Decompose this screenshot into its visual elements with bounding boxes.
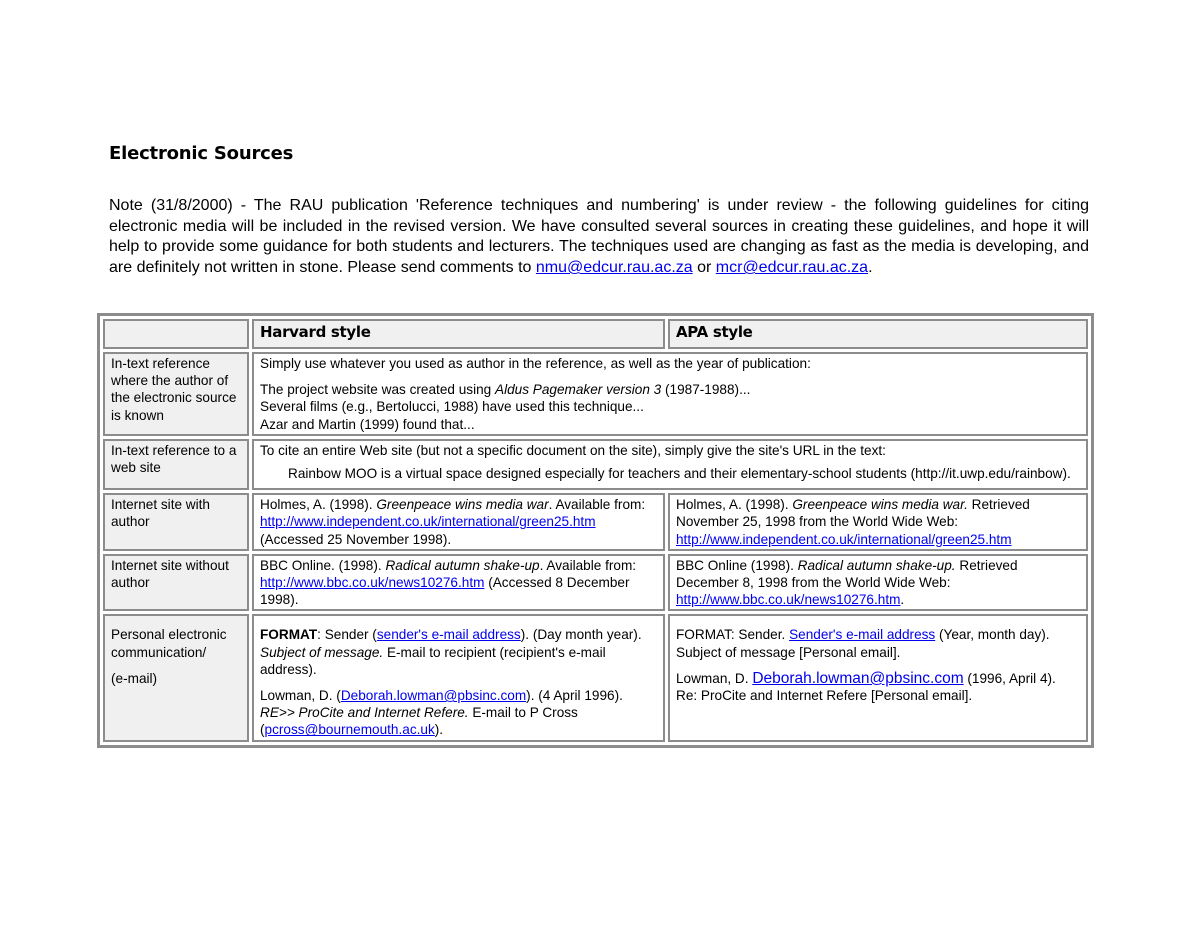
table-row	[103, 352, 1088, 436]
email-link-nmu[interactable]: nmu@edcur.rau.ac.za	[535, 259, 693, 277]
ref-text: (Accessed 25 November 1998).	[260, 531, 452, 547]
note-or: or	[692, 259, 716, 277]
intext-example-3: Azar and Martin (1999) found that...	[260, 416, 475, 432]
note-text: Note (31/8/2000) - The RAU publication 'Reference techniques and numbering' is under review - the following guidelines for citing electronic media will be included in the revised version. We have consulted several sources in creating these guidelines, and hope it will help to provide some guidance for both students and lecturers. The techniques used are changing as fast as the media is developing, and are definitely not written in stone. Please send comments to	[109, 197, 1089, 277]
ref-link[interactable]: Deborah.lowman@pbsinc.com	[340, 688, 527, 704]
harvard-site-without-author	[252, 554, 665, 612]
ref-text: . Available from:	[548, 497, 646, 513]
ref-text: BBC Online (1998).	[676, 557, 798, 573]
page-title: Electronic Sources	[109, 143, 294, 164]
note-end: .	[868, 259, 873, 277]
row-label-intext-author: In-text reference where the author of the electronic source is known	[103, 352, 249, 436]
table-row	[103, 614, 1088, 741]
apa-site-with-author	[668, 493, 1088, 551]
ref-text: Lowman, D.	[676, 670, 753, 686]
ref-text: : Sender (	[317, 627, 377, 643]
ref-italic: Radical autumn shake-up	[385, 557, 540, 573]
header-empty-cell	[103, 319, 249, 349]
ref-text: Holmes, A. (1998).	[260, 497, 377, 513]
table-row	[103, 439, 1088, 490]
ref-link[interactable]: http://www.independent.co.uk/international/green25.htm	[676, 531, 1012, 547]
harvard-email-format	[260, 626, 657, 678]
reference-table	[97, 313, 1094, 748]
ref-link[interactable]: pcross@bournemouth.ac.uk	[264, 722, 435, 738]
ref-text: . Available from:	[539, 557, 637, 573]
email-link-mcr[interactable]: mcr@edcur.rau.ac.za	[715, 259, 869, 277]
ref-text: ). (4 April 1996).	[526, 688, 623, 704]
ref-italic: Greenpeace wins media war.	[792, 497, 968, 513]
ref-text: .	[900, 592, 905, 608]
apa-email	[668, 614, 1088, 741]
ref-text: Holmes, A. (1998).	[676, 497, 793, 513]
ref-text: ).	[434, 722, 444, 738]
apa-email-format	[676, 626, 1080, 660]
ref-italic: RE>> ProCite and Internet Refere.	[260, 705, 469, 721]
intext-website-instruction: To cite an entire Web site (but not a specific document on the site), simply give the site's URL in the text:	[260, 442, 886, 458]
table-row	[103, 493, 1088, 551]
row-label-site-with-author: Internet site with author	[103, 493, 249, 551]
ref-italic: Greenpeace wins media war	[376, 497, 549, 513]
intext-website-example: Rainbow MOO is a virtual space designed especially for teachers and their elementary-school students (http://it.uwp.edu/rainbow).	[288, 466, 1071, 482]
ref-text: E-mail to recipient (recipient's e-mail address).	[260, 644, 606, 677]
apa-site-without-author	[668, 554, 1088, 612]
ref-text: (1996, April 4). Re: ProCite and Internet Refere [Personal email].	[676, 670, 1056, 704]
row-label-site-without-author: Internet site without author	[103, 554, 249, 612]
ref-text: FORMAT: Sender.	[676, 627, 790, 643]
ref-link[interactable]: Sender's e-mail address	[789, 627, 936, 643]
ref-text: BBC Online. (1998).	[260, 557, 386, 573]
ref-link[interactable]: http://www.bbc.co.uk/news10276.htm	[676, 592, 901, 608]
example-italic: Aldus Pagemaker version 3	[495, 382, 662, 398]
ref-link[interactable]: http://www.bbc.co.uk/news10276.htm	[260, 575, 485, 591]
row-label-email-text: Personal electronic communication/	[111, 627, 227, 660]
harvard-site-with-author	[252, 493, 665, 551]
table-row	[103, 554, 1088, 612]
intext-example-1	[260, 381, 1080, 398]
harvard-email	[252, 614, 665, 741]
table-header-row	[103, 319, 1088, 349]
intro-note	[109, 196, 1089, 279]
row-label-email-suffix: (e-mail)	[111, 670, 158, 686]
ref-text: Retrieved December 8, 1998 from the World Wide Web:	[676, 557, 1018, 591]
row-label-intext-website: In-text reference to a web site	[103, 439, 249, 490]
example-text: The project website was created using	[260, 382, 495, 398]
apa-email-example	[676, 670, 1080, 704]
ref-text: Retrieved November 25, 1998 from the World Wide Web:	[676, 497, 1030, 530]
ref-text: E-mail to P Cross (	[260, 705, 578, 738]
header-harvard: Harvard style	[252, 319, 665, 349]
ref-link[interactable]: http://www.independent.co.uk/international/green25.htm	[260, 514, 596, 530]
intext-author-instruction: Simply use whatever you used as author in the reference, as well as the year of publication:	[260, 356, 811, 371]
ref-text: (Year, month day). Subject of message [Personal email].	[676, 627, 1050, 660]
ref-link[interactable]: Deborah.lowman@pbsinc.com	[752, 669, 964, 687]
ref-text: (Accessed 8 December 1998).	[260, 575, 630, 608]
row-label-email	[103, 614, 249, 741]
ref-text: ). (Day month year).	[520, 627, 642, 643]
ref-text: Lowman, D. (	[260, 688, 341, 704]
ref-link[interactable]: sender's e-mail address	[376, 627, 521, 643]
intext-example-2: Several films (e.g., Bertolucci, 1988) have used this technique...	[260, 399, 644, 415]
example-text: (1987-1988)...	[661, 382, 751, 398]
format-label: FORMAT	[260, 627, 318, 643]
harvard-email-example	[260, 687, 657, 739]
ref-italic: Radical autumn shake-up.	[797, 557, 956, 573]
intext-website-cell	[252, 439, 1088, 490]
intext-author-cell	[252, 352, 1088, 436]
ref-italic: Subject of message.	[260, 644, 384, 660]
header-apa: APA style	[668, 319, 1088, 349]
